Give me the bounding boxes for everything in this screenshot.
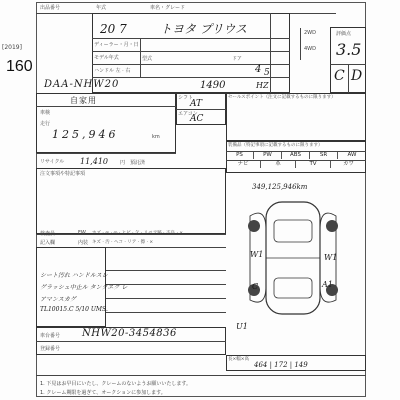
check-label: 検査員 bbox=[40, 231, 56, 237]
doors-value: 4 bbox=[255, 64, 262, 75]
rear-window-outline bbox=[274, 278, 312, 298]
shift-value: AT bbox=[190, 99, 203, 109]
doors-label: ドア bbox=[232, 56, 242, 62]
year-code: [2019] bbox=[2, 44, 22, 51]
registration-label: 登録番号 bbox=[40, 346, 61, 352]
car-damage-diagram bbox=[228, 190, 358, 330]
year-value: 20 7 bbox=[100, 22, 127, 36]
drive-4wd: 4WD bbox=[304, 46, 316, 52]
ac-value: AC bbox=[190, 114, 204, 124]
hw-line-2: グラッシュ中止ル タンクエグ レ bbox=[40, 284, 128, 291]
displacement-value: 1490 bbox=[200, 80, 226, 91]
usage-value: 自家用 bbox=[70, 96, 97, 105]
items-row: ホズ · ◎ · ◎ · ヒビ · 欠 · リペア跡 · 不良 · × bbox=[92, 231, 184, 236]
damage-u1: U1 bbox=[236, 322, 248, 331]
dimensions-label: 長×幅×高 bbox=[228, 357, 250, 362]
inspect-label: 車検 bbox=[40, 110, 51, 116]
items-fw: FW bbox=[78, 230, 86, 236]
interior-grade: C bbox=[334, 68, 345, 84]
sales-point-box bbox=[226, 93, 366, 141]
sales-point-label: セールスポイント（注文に記載するものに限ります） bbox=[228, 95, 336, 100]
recycle-note: 預託済 bbox=[130, 160, 146, 166]
interior-row: キズ · 汚 · ヘコ · リア · 擦 · × bbox=[92, 240, 154, 245]
hz-value: HZ bbox=[256, 81, 269, 90]
equip-navi: ナビ bbox=[226, 161, 261, 168]
model-code: DAA-NHW20 bbox=[44, 79, 120, 90]
notes-box bbox=[36, 168, 226, 234]
model-label: モデル年式 bbox=[94, 55, 119, 61]
score-label: 評価点 bbox=[336, 31, 352, 37]
usage-block bbox=[36, 93, 176, 153]
vin-value: NHW20-3454836 bbox=[82, 328, 177, 339]
drive-2wd: 2WD bbox=[304, 30, 316, 36]
mileage-value: 125,946 bbox=[52, 128, 119, 141]
equip-ps: PS bbox=[226, 152, 254, 159]
damage-w1-left: W1 bbox=[250, 250, 264, 259]
hw-line-3: アマンスカグ bbox=[40, 296, 76, 303]
lot-number: 160 bbox=[6, 58, 33, 75]
mileage-unit: km bbox=[152, 134, 160, 140]
vin-label: 車台番号 bbox=[40, 333, 61, 339]
equip-kawa: カワ bbox=[342, 161, 354, 167]
seats-value: 5 bbox=[264, 68, 270, 78]
equip-pw: PW bbox=[254, 152, 282, 159]
equip-aw: AW bbox=[347, 152, 357, 158]
damage-a1: A1 bbox=[322, 280, 333, 289]
hw-line-4: TL10015.C 5/10 UMS. bbox=[40, 306, 108, 313]
notes-title: 注文事項や特記事項 bbox=[40, 171, 86, 177]
footer-line-2: 1. クレーム期限を過ぎて、オークションに参加します。 bbox=[40, 390, 166, 396]
car-name-label: 車名・グレード bbox=[150, 5, 186, 11]
equip-tv: TV bbox=[296, 161, 331, 168]
equip-leather: 革 bbox=[261, 161, 296, 168]
type-label: 型式 bbox=[142, 56, 153, 62]
record-label: 記入欄 bbox=[40, 240, 56, 246]
auction-no-label: 出品番号 bbox=[40, 5, 61, 11]
odometer-reading: 349,125,946km bbox=[252, 183, 308, 191]
windshield-outline bbox=[274, 220, 312, 242]
ac-label: エアコン bbox=[178, 111, 198, 117]
equipment-label: 装備品（特記事項に記載するものに限ります） bbox=[228, 143, 323, 148]
damage-w1-right: W1 bbox=[324, 253, 338, 262]
hw-line-1: シート汚れ ハンドルスレ bbox=[40, 272, 108, 279]
wheel-front-left bbox=[248, 220, 260, 232]
steering-label: ハンドル 左 · 右 bbox=[94, 68, 131, 74]
exterior-grade: D bbox=[351, 68, 363, 84]
damage-c: C bbox=[252, 282, 259, 291]
footer-line-1: 1. 下見はお早目にいたし、クレームのないようお願いいたします。 bbox=[40, 381, 191, 387]
car-name-value: トヨタ プリウス bbox=[160, 22, 247, 36]
shift-label: シフト bbox=[178, 95, 194, 101]
wheel-front-right bbox=[326, 220, 338, 232]
recycle-unit: 円 bbox=[120, 160, 126, 166]
score-value: 3.5 bbox=[336, 40, 362, 59]
mileage-label: 走行 bbox=[40, 121, 51, 127]
recycle-label: リサイクル bbox=[40, 159, 65, 165]
equip-sr: SR bbox=[310, 152, 338, 159]
dealer-label: ディーラー・月・日 bbox=[94, 42, 139, 48]
recycle-amount: 11,410 bbox=[80, 157, 108, 166]
interior-label: 内装 bbox=[78, 240, 89, 246]
dimensions-values: 464 | 172 | 149 bbox=[254, 361, 308, 369]
year-label: 年式 bbox=[96, 5, 107, 11]
equip-abs: ABS bbox=[282, 152, 310, 159]
